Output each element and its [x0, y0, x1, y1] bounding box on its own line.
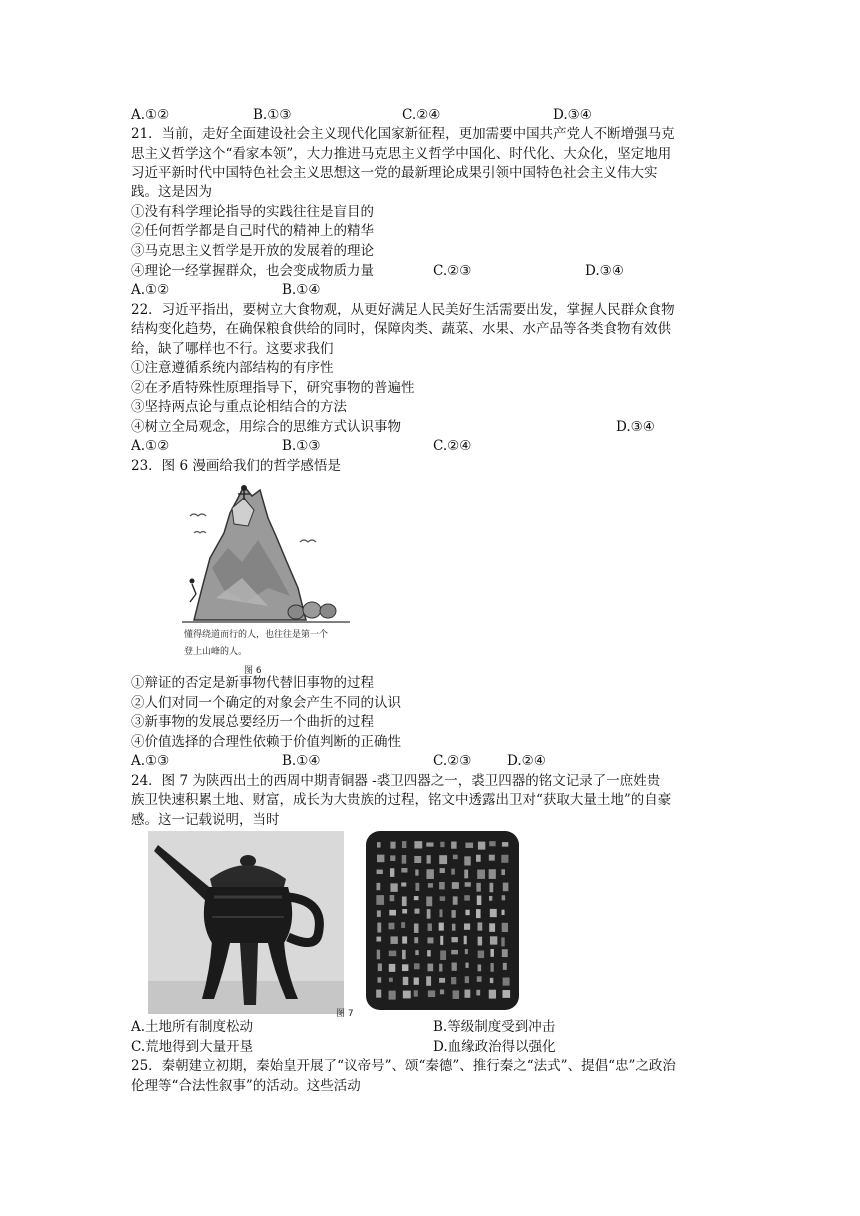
mountain-cartoon-illustration — [172, 478, 362, 628]
inscription-glyph — [451, 950, 458, 954]
inscription-glyph — [402, 896, 407, 906]
q22-stem-line: 结构变化趋势，在确保粮食供给的同时，保障肉类、蔬菜、水果、水产品等各类食物有效供 — [131, 321, 671, 337]
inscription-glyph — [477, 976, 482, 982]
inscription-glyph — [428, 990, 435, 997]
inscription-glyph — [451, 842, 456, 849]
inscription-glyph — [502, 910, 505, 915]
inscription-glyph — [478, 842, 485, 850]
inscription-glyph — [415, 869, 418, 875]
inscription-glyph — [489, 841, 495, 846]
inscription-glyph — [478, 964, 482, 971]
inscription-glyph — [401, 868, 407, 873]
inscription-glyph — [501, 869, 505, 875]
inscription-glyph — [502, 895, 506, 900]
q23-option-a: A.①③ — [131, 753, 170, 769]
inscription-glyph — [503, 978, 510, 986]
q25-stem-line: 25．秦朝建立初期，秦始皇开展了“议帝号”、颂“秦德”、推行秦之“法式”、提倡“忠”之政治 — [131, 1058, 676, 1074]
inscription-glyph — [490, 883, 494, 892]
inscription-glyph — [390, 895, 395, 901]
inscription-glyph — [490, 936, 497, 944]
inscription-glyph — [389, 910, 396, 916]
q25-stem-line: 伦理等“合法性叙事”的活动。这些活动 — [131, 1078, 361, 1094]
inscription-glyph — [390, 868, 394, 877]
inscription-glyph — [403, 977, 408, 985]
inscription-glyph — [378, 977, 382, 982]
inscription-glyph — [414, 977, 419, 984]
q21-stem-line: 思主义哲学这个“看家本领”，大力推进马克思主义哲学中国化、时代化、大众化，坚定地用 — [131, 146, 672, 162]
q22-stem-line: 22．习近平指出，要树立大食物观，从更好满足人民美好生活需要出发，掌握人民群众食物 — [131, 302, 675, 318]
q24-stem-line: 族卫快速积累土地、财富，成长为大贵族的过程，铭文中透露出卫对“获取大量土地”的自豪 — [131, 792, 672, 808]
bronze-inscription-rubbing — [364, 829, 521, 1012]
inscription-glyph — [465, 843, 473, 848]
figure-7-label: 图 7 — [336, 1009, 354, 1019]
q21-option-d: D.③④ — [585, 263, 624, 279]
q22-option-d: D.③④ — [616, 419, 655, 435]
inscription-glyph — [440, 951, 446, 960]
inscription-glyph — [377, 910, 381, 917]
q23-option-c: C.②③ — [433, 753, 472, 769]
q23-item-2: ②人们对同一个确定的对象会产生不同的认识 — [131, 695, 401, 711]
inscription-glyph — [452, 882, 459, 889]
q20-option-a: A.①② — [131, 107, 170, 123]
inscription-glyph — [452, 924, 456, 931]
inscription-glyph — [427, 950, 431, 956]
inscription-glyph — [465, 963, 468, 968]
inscription-glyph — [426, 842, 433, 846]
inscription-glyph — [464, 870, 468, 879]
q20-option-b: B.①③ — [253, 107, 292, 123]
inscription-glyph — [427, 964, 433, 972]
q24-stem-line: 24．图 7 为陕西出土的西周中期青铜器 -裘卫四器之一，裘卫四器的铭文记录了一庶姓贵 — [131, 773, 661, 789]
bronze-vessel-image — [148, 831, 344, 1014]
inscription-glyph — [451, 869, 455, 875]
inscription-glyph — [377, 950, 380, 960]
inscription-glyph — [415, 909, 420, 914]
inscription-glyph — [465, 882, 471, 887]
inscription-glyph — [378, 963, 382, 971]
inscription-glyph — [403, 991, 411, 999]
q21-stem-line: 21．当前，走好全面建设社会主义现代化国家新征程，更加需要中国共产党人不断增强马克 — [131, 126, 675, 142]
inscription-glyph — [426, 976, 431, 986]
q20-option-d: D.③④ — [553, 107, 592, 123]
inscription-glyph — [489, 855, 495, 861]
q23-item-4: ④价值选择的合理性依赖于价值判断的正确性 — [131, 734, 401, 750]
q21-item-4: ④理论一经掌握群众，也会变成物质力量 — [131, 263, 374, 279]
q21-stem-line: 践。这是因为 — [131, 184, 212, 200]
inscription-glyph — [452, 963, 457, 971]
inscription-glyph — [502, 990, 510, 998]
inscription-glyph — [489, 869, 496, 879]
q22-item-2: ②在矛盾特殊性原理指导下，研究事物的普遍性 — [131, 380, 415, 396]
inscription-glyph — [414, 896, 419, 900]
inscription-glyph — [489, 896, 492, 901]
inscription-glyph — [426, 896, 432, 906]
q22-item-1: ①注意遵循系统内部结构的有序性 — [131, 360, 334, 376]
inscription-glyph — [464, 936, 467, 944]
inscription-glyph — [439, 882, 445, 889]
inscription-glyph — [414, 856, 421, 863]
inscription-glyph — [440, 990, 444, 995]
inscription-glyph — [478, 937, 482, 946]
inscription-glyph — [376, 937, 381, 942]
inscription-glyph — [426, 869, 433, 879]
q24-option-d: D.血缘政治得以强化 — [433, 1039, 556, 1055]
inscription-glyph — [476, 909, 481, 918]
inscription-glyph — [439, 964, 442, 972]
inscription-glyph — [376, 883, 380, 890]
inscription-glyph — [490, 978, 493, 983]
inscription-glyph — [502, 842, 508, 847]
inscription-glyph — [501, 937, 504, 946]
inscription-glyph — [414, 963, 420, 969]
inscription-glyph — [389, 978, 393, 982]
inscription-glyph — [389, 964, 395, 972]
figure-6-caption-line: 懂得绕道而行的人，也往往是第一个 — [184, 630, 329, 640]
inscription-glyph — [490, 909, 497, 917]
q21-option-c: C.②③ — [433, 263, 472, 279]
inscription-glyph — [476, 883, 480, 892]
inscription-glyph — [464, 856, 470, 865]
q20-option-c: C.②④ — [402, 107, 441, 123]
inscription-glyph — [465, 910, 469, 915]
q22-option-c: C.②④ — [433, 438, 472, 454]
inscription-glyph — [490, 963, 493, 972]
inscription-glyph — [451, 977, 456, 984]
q24-option-a: A.土地所有制度松动 — [131, 1019, 254, 1035]
q21-option-b: B.①④ — [282, 282, 321, 298]
inscription-glyph — [440, 868, 445, 873]
q23-option-b: B.①④ — [282, 753, 321, 769]
inscription-glyph — [476, 855, 481, 862]
bronze-vessel-photo — [148, 831, 344, 1014]
q24-stem-line: 感。这一记载说明，当时 — [131, 812, 280, 828]
inscription-glyph — [402, 855, 406, 864]
inscription-glyph — [453, 896, 458, 904]
inscription-glyph — [427, 937, 433, 943]
inscription-glyph — [402, 936, 407, 943]
inscription-glyph — [503, 963, 507, 970]
q21-item-1: ①没有科学理论指导的实践往往是盲目的 — [131, 204, 374, 220]
inscription-glyph — [502, 949, 508, 957]
inscription-glyph — [439, 923, 444, 931]
inscription-glyph — [478, 922, 483, 930]
inscription-glyph — [390, 936, 397, 944]
q21-option-a: A.①② — [131, 282, 170, 298]
inscription-glyph — [377, 923, 381, 933]
inscription-glyph — [402, 964, 408, 971]
inscription-glyph — [453, 990, 460, 999]
inscription-glyph — [414, 841, 422, 848]
inscription-glyph — [414, 990, 418, 996]
cartoon-figure-6 — [172, 478, 362, 628]
inscription-glyph — [389, 923, 395, 930]
inscription-glyph — [453, 855, 458, 859]
inscription-glyph — [390, 855, 395, 861]
inscription-glyph — [476, 990, 480, 996]
inscription-glyph — [451, 937, 457, 942]
inscription-glyph — [489, 990, 496, 999]
inscription-glyph — [427, 909, 431, 919]
inscription-glyph — [401, 882, 406, 886]
inscription-glyph — [428, 883, 433, 888]
inscription-glyph — [427, 855, 431, 863]
inscription-glyph — [376, 990, 381, 998]
inscription-glyph — [477, 895, 482, 905]
q22-item-4: ④树立全局观念，用综合的思维方式认识事物 — [131, 419, 401, 435]
inscription-glyph — [402, 841, 406, 848]
inscription-glyph — [415, 883, 419, 891]
inscription-glyph — [439, 855, 447, 864]
inscription-glyph — [503, 883, 509, 892]
q21-item-2: ②任何哲学都是自己时代的精神上的精华 — [131, 223, 374, 239]
q22-stem-line: 给，缺了哪样也不行。这要求我们 — [131, 341, 334, 357]
inscription-glyph — [440, 842, 444, 847]
inscription-glyph — [489, 923, 495, 932]
q24-option-c: C.荒地得到大量开垦 — [131, 1039, 254, 1055]
inscription-glyph — [401, 922, 405, 928]
q23-stem-line: 23．图 6 漫画给我们的哲学感悟是 — [131, 458, 341, 474]
inscription-glyph — [414, 923, 419, 932]
inscription-glyph — [478, 950, 484, 958]
inscription-rubbing-image — [364, 829, 521, 1012]
inscription-glyph — [501, 855, 508, 863]
inscription-glyph — [428, 923, 432, 931]
inscription-glyph — [414, 937, 418, 943]
inscription-glyph — [440, 896, 445, 901]
inscription-glyph — [490, 949, 493, 957]
q22-option-a: A.①② — [131, 438, 170, 454]
inscription-glyph — [439, 909, 442, 917]
q23-item-3: ③新事物的发展总要经历一个曲折的过程 — [131, 714, 374, 730]
inscription-glyph — [477, 870, 485, 879]
inscription-glyph — [389, 951, 396, 957]
q22-option-b: B.①③ — [282, 438, 321, 454]
inscription-glyph — [464, 923, 470, 929]
q21-item-3: ③马克思主义哲学是开放的发展着的理论 — [131, 243, 374, 259]
inscription-glyph — [464, 895, 470, 900]
inscription-glyph — [452, 910, 456, 918]
q23-option-d: D.②④ — [507, 753, 546, 769]
q21-stem-line: 习近平新时代中国特色社会主义思想这一党的最新理论成果引领中国特色社会主义伟大实 — [131, 165, 658, 181]
inscription-glyph — [376, 895, 384, 905]
inscription-glyph — [377, 870, 383, 874]
inscription-glyph — [390, 883, 397, 891]
inscription-glyph — [465, 976, 469, 983]
inscription-glyph — [502, 923, 508, 932]
inscription-glyph — [440, 936, 443, 945]
inscription-glyph — [390, 842, 395, 849]
inscription-glyph — [402, 909, 407, 913]
inscription-glyph — [464, 990, 470, 998]
figure-6-label: 图 6 — [244, 666, 262, 676]
q24-option-b: B.等级制度受到冲击 — [433, 1019, 556, 1035]
inscription-glyph — [465, 949, 468, 954]
inscription-glyph — [377, 855, 384, 863]
q23-item-1: ①辩证的否定是新事物代替旧事物的过程 — [131, 675, 374, 691]
inscription-glyph — [439, 978, 445, 983]
q22-item-3: ③坚持两点论与重点论相结合的方法 — [131, 399, 347, 415]
inscription-glyph — [389, 991, 396, 1000]
inscription-glyph — [377, 842, 381, 847]
inscription-glyph — [402, 950, 406, 959]
figure-6-caption-line: 登上山峰的人。 — [184, 647, 248, 657]
inscription-glyph — [415, 950, 418, 955]
